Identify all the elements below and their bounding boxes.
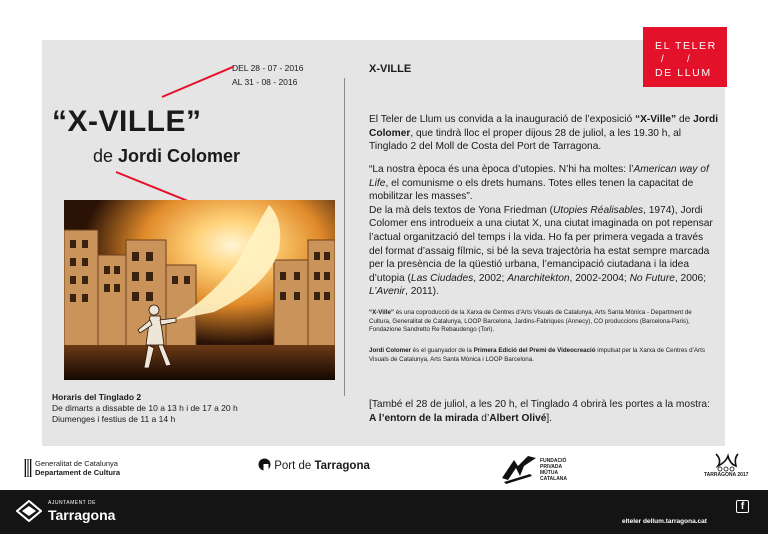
- text-run: és una coproducció de la Xarxa de Centres d’Arts Visuals de Catalunya, Arts Santa Mònica - Department de Cultura, Generalitat de Catalunya, LOOP Barcelona, Jardins-Fabriques (Annecy), CO produccions (Barcelona-Paris), Fondazione Sandretto Re Rebaudengo (Tori).: [369, 309, 692, 334]
- tarragona-2017-text: TARRAGONA 2017: [704, 472, 749, 478]
- senyera-icon: [24, 459, 32, 477]
- text-run: , que tindrà lloc el proper dijous 28 de juliol, a les 19.30 h, al Tinglado 2 del Moll de Costa del Port de Tarragona.: [369, 127, 682, 153]
- text-run: El Teler de Llum us convida a la inauguració de l’exposició: [369, 114, 635, 125]
- date-from: DEL 28 - 07 - 2016: [232, 63, 304, 73]
- text-run: , 2006;: [674, 272, 707, 284]
- ajuntament-big: Tarragona: [48, 507, 116, 523]
- port-icon: [258, 458, 271, 471]
- port-text: de: [295, 460, 315, 472]
- website-link[interactable]: elteler dellum.tarragona.cat: [622, 518, 707, 525]
- award-note: [369, 347, 715, 364]
- body-paragraph: [369, 163, 719, 299]
- fundacio-line: CATALANA: [540, 476, 568, 482]
- fundacio-line: PRIVADA: [540, 464, 563, 470]
- port-text: Port: [274, 460, 296, 472]
- text-bold: “X-Ville”: [369, 309, 394, 316]
- text-bold: Albert Olivé: [489, 412, 547, 424]
- vertical-divider: [344, 78, 345, 396]
- artist-name: Jordi Colomer: [118, 146, 241, 166]
- fundacio-line: FUNDACIÓ: [540, 458, 567, 464]
- ajuntament-small: AJUNTAMENT DE: [48, 500, 96, 506]
- coproduction-note: [369, 309, 715, 335]
- date-to: AL 31 - 08 - 2016: [232, 77, 298, 87]
- ajuntament-mark-icon: [16, 500, 42, 522]
- text-italic: American way of Life: [369, 164, 709, 189]
- text-run: [També el 28 de juliol, a les 20 h, el Tinglado 4 obrirà les portes a la mostra:: [369, 399, 710, 410]
- tarragona-2017-mark-icon: [706, 452, 746, 472]
- exhibit-dates: [232, 61, 304, 89]
- hours-line: Diumenges i festius de 11 a 14 h: [52, 414, 176, 424]
- logo-slash: /: [661, 54, 666, 65]
- text-italic: Anarchitekton: [507, 272, 570, 284]
- generalitat-line: Generalitat de Catalunya: [35, 459, 118, 468]
- hours-line: De dimarts a dissabte de 10 a 13 h i de 17 a 20 h: [52, 403, 238, 413]
- tarragona-2017-logo[interactable]: [704, 452, 748, 482]
- section-title: X-VILLE: [369, 63, 412, 75]
- el-teler-de-llum-logo[interactable]: [643, 27, 727, 87]
- city-fire-illustration: [64, 200, 335, 380]
- text-bold: Jordi Colomer: [369, 347, 411, 354]
- fundacio-text: [540, 458, 567, 482]
- hours-title: Horaris del Tinglado 2: [52, 392, 142, 402]
- text-bold: Primera Edició del Premi de Videocreació: [473, 347, 596, 354]
- text-run: “La nostra època és una època d’utopies. N’hi ha moltes: l’: [369, 164, 634, 175]
- generalitat-text: [35, 459, 120, 477]
- text-run: de: [676, 114, 694, 125]
- text-bold: A l’entorn de la mirada: [369, 412, 479, 424]
- extra-event-note: [369, 398, 719, 425]
- text-run: , 2002-2004;: [569, 272, 630, 284]
- footer-bar: [0, 490, 768, 534]
- text-run: és el guanyador de la: [410, 347, 474, 354]
- opening-hours: [52, 392, 238, 425]
- text-run: impulsat per la Xarxa de Centres d’Arts Visuals de Catalunya, Arts Santa Mònica i LOOP Barcelona.: [369, 347, 705, 363]
- text-italic: Las Ciudades: [410, 272, 474, 284]
- text-run: , el comunisme o els drets humans. Totes elles tenen la capacitat de mobilitzar les masses”.: [369, 177, 694, 203]
- logo-line1: EL TELER: [655, 40, 717, 52]
- logo-slash: /: [687, 54, 692, 65]
- logo-line2: DE LLUM: [655, 67, 712, 79]
- fundacio-mutua-catalana-logo[interactable]: [500, 452, 574, 488]
- facebook-icon[interactable]: f: [736, 500, 749, 513]
- generalitat-line: Departament de Cultura: [35, 468, 121, 477]
- text-run: , 2011).: [405, 286, 439, 298]
- port-text: Tarragona: [314, 460, 370, 472]
- exhibit-title: “X-VILLE”: [52, 105, 202, 138]
- text-italic: L’Avenir: [369, 286, 406, 298]
- text-run: ].: [546, 412, 553, 424]
- text-run: d’: [478, 412, 490, 424]
- text-run: , 1974), Jordi Colomer ens introdueix a una ciutat X, una ciutat imaginada on pot repensar l’actual organització del temps i la vida. Ho fa per primera vegada a través del format d’assaig fílmic, si bé la seva trajectòria ha estat sempre marcada per la presència de la qüestió urbana, l’emancipació ciutadana i la idea d’utopia (: [369, 204, 713, 284]
- text-bold: “X-Ville”: [634, 114, 677, 125]
- fundacio-line: MÛTUA: [540, 470, 559, 476]
- exhibit-artist: [93, 146, 240, 167]
- port-de-tarragona-logo[interactable]: [258, 458, 370, 472]
- text-italic: No Future: [629, 272, 675, 284]
- exhibit-photo: [64, 200, 335, 380]
- text-bold: Jordi Colomer: [369, 114, 719, 139]
- text-run: , 2002;: [473, 272, 508, 284]
- intro-paragraph: [369, 113, 719, 154]
- fundacio-mark-icon: [500, 454, 538, 484]
- artist-prefix: de: [93, 146, 114, 166]
- text-run: De la mà dels textos de Yona Friedman (: [369, 204, 554, 216]
- text-italic: Utopies Réalisables: [553, 204, 644, 216]
